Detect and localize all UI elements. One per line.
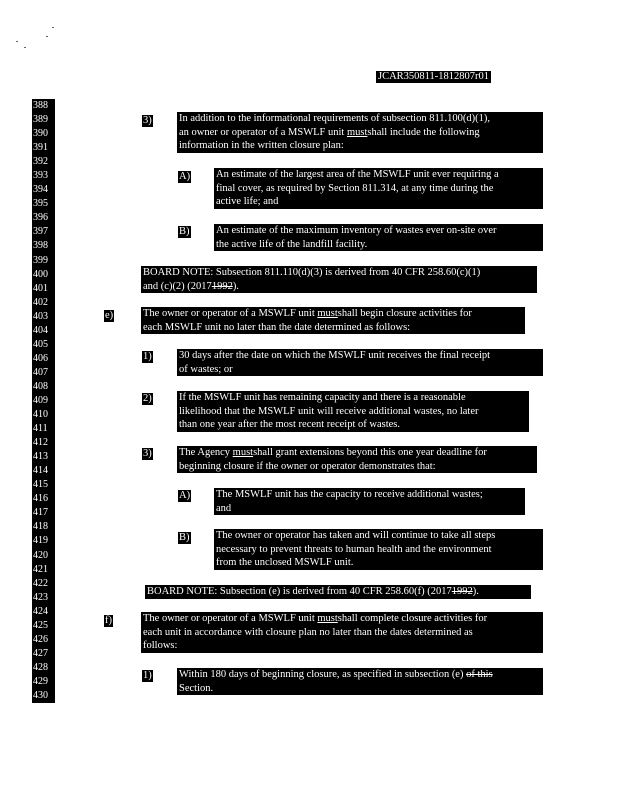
- item-label-e3: 3): [143, 448, 152, 459]
- line-number: 402: [33, 296, 48, 308]
- item-label-e1: 1): [143, 351, 152, 362]
- document-header-code: JCAR350811-1812807r01: [378, 71, 490, 82]
- item-f1-text: Within 180 days of beginning closure, as specified in subsection (e) of this Section.: [177, 668, 543, 695]
- line-number: 390: [33, 128, 48, 140]
- item-3B-text: An estimate of the maximum inventory of wastes ever on-site over the active life of the landfill facility.: [214, 224, 543, 251]
- line-number: 407: [33, 366, 48, 378]
- line-number: 406: [33, 352, 48, 364]
- line-number: 418: [33, 521, 48, 533]
- item-label-f1: 1): [143, 670, 152, 681]
- scan-speck: [16, 41, 18, 42]
- line-number: 409: [33, 394, 48, 406]
- line-number: 429: [33, 675, 48, 687]
- line-number: 392: [33, 156, 48, 168]
- item-e1-text: 30 days after the date on which the MSWLF unit receives the final receipt of wastes; or: [177, 349, 543, 376]
- line-number: 422: [33, 577, 48, 589]
- item-label-f: f): [105, 615, 112, 626]
- line-number: 413: [33, 451, 48, 463]
- item-f-text: The owner or operator of a MSWLF unit mustshall complete closure activities for each unit in accordance with closure plan no later than the dates determined as follows:: [141, 612, 543, 653]
- item-label-e3B: B): [179, 532, 190, 543]
- line-number: 411: [33, 423, 48, 435]
- line-number: 417: [33, 507, 48, 519]
- line-number: 421: [33, 563, 48, 575]
- line-number: 405: [33, 338, 48, 350]
- line-number: 400: [33, 268, 48, 280]
- line-number: 410: [33, 409, 48, 421]
- item-label-3B: B): [179, 226, 190, 237]
- line-number: 397: [33, 226, 48, 238]
- scan-speck: [46, 36, 48, 37]
- line-number: 394: [33, 184, 48, 196]
- item-e-text: The owner or operator of a MSWLF unit mustshall begin closure activities for each MSWLF unit no later than the date determined as follows:: [141, 307, 525, 334]
- line-number: 420: [33, 549, 48, 561]
- item-label-3: 3): [143, 115, 152, 126]
- line-number: 419: [33, 535, 48, 547]
- line-number: 401: [33, 282, 48, 294]
- item-3A-text: An estimate of the largest area of the MSWLF unit ever requiring a final cover, as required by Section 811.314, at any time during the active life; and: [214, 168, 543, 209]
- item-label-e3A: A): [179, 490, 191, 501]
- line-number: 395: [33, 198, 48, 210]
- item-e2-text: If the MSWLF unit has remaining capacity and there is a reasonable likelihood that the MSWLF unit will receive additional wastes, no later than one year after the most recent receipt of wastes.: [177, 391, 529, 432]
- board-note-1: BOARD NOTE: Subsection 811.110(d)(3) is derived from 40 CFR 258.60(c)(1) and (c)(2) (20171992).: [141, 266, 537, 293]
- item-label-e: e): [105, 310, 114, 321]
- line-number-column: [32, 99, 55, 703]
- item-3-text: In addition to the informational requirements of subsection 811.100(d)(1), an owner or operator of a MSWLF unit mustshall include the following information in the written closure plan:: [177, 112, 543, 153]
- line-number: 404: [33, 324, 48, 336]
- line-number: 389: [33, 114, 48, 126]
- item-e3A-text: The MSWLF unit has the capacity to receive additional wastes; and: [214, 488, 525, 515]
- line-number: 415: [33, 479, 48, 491]
- line-number: 427: [33, 647, 48, 659]
- line-number: 428: [33, 661, 48, 673]
- line-number: 414: [33, 465, 48, 477]
- line-number: 424: [33, 605, 48, 617]
- line-number: 388: [33, 100, 48, 111]
- line-number: 398: [33, 240, 48, 252]
- line-number: 412: [33, 437, 48, 449]
- line-number: 408: [33, 380, 48, 392]
- line-number: 425: [33, 619, 48, 631]
- item-e3-text: The Agency mustshall grant extensions beyond this one year deadline for beginning closure if the owner or operator demonstrates that:: [177, 446, 537, 473]
- board-note-2: BOARD NOTE: Subsection (e) is derived from 40 CFR 258.60(f) (20171992).: [145, 585, 531, 599]
- line-number: 399: [33, 254, 48, 266]
- item-e3B-text: The owner or operator has taken and will continue to take all steps necessary to prevent threats to human health and the environment from the unclosed MSWLF unit.: [214, 529, 543, 570]
- line-number: 391: [33, 142, 48, 154]
- item-label-3A: A): [179, 171, 191, 182]
- item-label-e2: 2): [143, 393, 152, 404]
- line-number: 423: [33, 591, 48, 603]
- line-number: 426: [33, 633, 48, 645]
- scan-speck: [24, 47, 26, 48]
- line-number: 430: [33, 689, 48, 701]
- line-number: 416: [33, 493, 48, 505]
- scan-speck: [52, 27, 54, 28]
- line-number: 393: [33, 170, 48, 182]
- line-number: 396: [33, 212, 48, 224]
- line-number: 403: [33, 310, 48, 322]
